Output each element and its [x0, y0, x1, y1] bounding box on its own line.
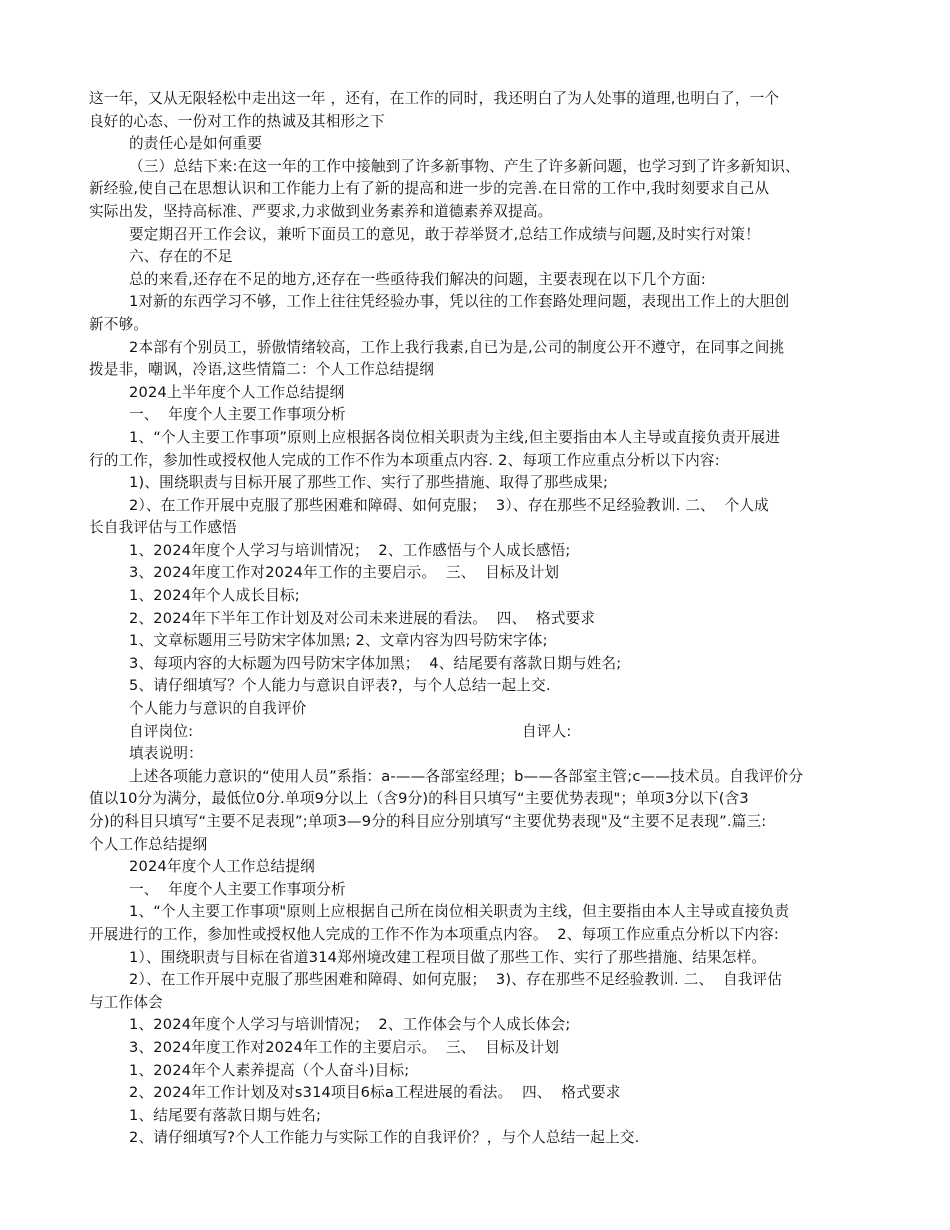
- section-title: 2024年度个人工作总结提纲: [129, 858, 315, 876]
- text-line: 3、2024年度工作对2024年工作的主要启示。 三、 目标及计划: [129, 564, 560, 582]
- post-label: 自评岗位:: [129, 722, 194, 740]
- section-heading: 一、 年度个人主要工作事项分析: [129, 880, 346, 898]
- text-line: 新不够。: [89, 315, 149, 333]
- text-line: 2、2024年工作计划及对s314项目6标a工程进展的看法。 四、 格式要求: [129, 1084, 621, 1102]
- text-line: 这一年，又从无限轻松中走出这一年 ，还有，在工作的同时，我还明白了为人处事的道理,也明白了，一个: [89, 90, 780, 107]
- text-line: 2、2024年下半年工作计划及对公司未来进展的看法。 四、 格式要求: [129, 609, 596, 627]
- text-line: 长自我评估与工作感悟: [89, 519, 237, 537]
- text-line: 要定期召开工作会议，兼听下面员工的意见，敢于荐举贤才,总结工作成绩与问题,及时实行对策！: [129, 225, 761, 243]
- text-line: 与工作体会: [89, 993, 163, 1011]
- text-line: 的责任心是如何重要: [129, 135, 263, 153]
- text-line: 3、每项内容的大标题为四号防宋字体加黑； 4、结尾要有落款日期与姓名;: [129, 654, 622, 672]
- evaluator-label: 自评人:: [522, 722, 572, 740]
- text-line: 3、2024年度工作对2024年工作的主要启示。 三、 目标及计划: [129, 1038, 560, 1056]
- section-heading: 六、存在的不足: [129, 248, 233, 266]
- text-line: 拨是非，嘲讽，冷语,这些情篇二：个人工作总结提纲: [89, 361, 435, 379]
- text-line: 1、结尾要有落款日期与姓名;: [129, 1106, 322, 1124]
- section-heading: 一、 年度个人主要工作事项分析: [129, 406, 346, 424]
- text-line: 填表说明：: [129, 745, 203, 763]
- text-line: 1）、围绕职责与目标在省道314郑州境改建工程项目做了那些工作、实行了那些措施、结果怎样。: [129, 948, 767, 966]
- text-line: 个人工作总结提纲: [89, 835, 208, 853]
- text-line: 行的工作，参加性或授权他人完成的工作不作为本项重点内容. 2、每项工作应重点分析以下内容:: [89, 451, 720, 469]
- text-line: 5、请仔细填写？个人能力与意识自评表?，与个人总结一起上交.: [129, 677, 551, 695]
- text-line: 1对新的东西学习不够，工作上往往凭经验办事，凭以往的工作套路处理问题，表现出工作上的大胆创: [129, 293, 790, 311]
- text-line: 良好的心态、一份对工作的热诚及其相形之下: [89, 112, 385, 130]
- text-line: 1、2024年度个人学习与培训情况； 2、工作体会与个人成长体会;: [129, 1016, 571, 1034]
- text-line: 2、请仔细填写?个人工作能力与实际工作的自我评价？，与个人总结一起上交.: [129, 1129, 640, 1147]
- text-line: 1、“个人主要工作事项”原则上应根据各岗位相关职责为主线,但主要指由本人主导或直接负责开展进: [129, 428, 781, 446]
- text-line: 2本部有个别员工，骄傲情绪较高，工作上我行我素,自已为是,公司的制度公开不遵守，在同事之间挑: [129, 338, 785, 356]
- section-title: 2024上半年度个人工作总结提纲: [129, 383, 345, 401]
- text-line: 1、文章标题用三号防宋字体加黑; 2、文章内容为四号防宋字体;: [129, 632, 548, 650]
- text-line: 上述各项能力意识的“使用人员”系指：a-——各部室经理；b——各部室主管;c——技术员。自我评价分: [129, 767, 804, 785]
- text-line: （三）总结下来:在这一年的工作中接触到了许多新事物、产生了许多新问题，也学习到了许多新知识、: [129, 157, 800, 175]
- text-line: 值以10分为满分，最低位0分.单项9分以上（含9分)的科目只填写“主要优势表现"；单项3分以下(含3: [89, 790, 749, 808]
- text-line: 总的来看,还存在不足的地方,还存在一些亟待我们解决的问题，主要表现在以下几个方面:: [129, 270, 706, 288]
- text-line: 2）、在工作开展中克服了那些困难和障碍、如何克服； 3)、存在那些不足经验教训. 二、 自我评估: [129, 971, 783, 989]
- text-line: 开展进行的工作，参加性或授权他人完成的工作不作为本项重点内容。 2、每项工作应重点分析以下内容:: [89, 925, 780, 943]
- text-line: 2）、在工作开展中克服了那些困难和障碍、如何克服； 3）、存在那些不足经验教训. 二、 个人成: [129, 496, 769, 514]
- text-line: 1、2024年个人素养提高（个人奋斗)目标;: [129, 1061, 410, 1079]
- text-line: 1、“个人主要工作事项"原则上应根据自己所在岗位相关职责为主线，但主要指由本人主导或直接负责: [129, 903, 790, 921]
- text-line: 1)、围绕职责与目标开展了那些工作、实行了那些措施、取得了那些成果;: [129, 474, 609, 492]
- text-line: 新经验,使自己在思想认识和工作能力上有了新的提高和进一步的完善.在日常的工作中,我时刻要求自己从: [89, 180, 770, 198]
- section-title: 个人能力与意识的自我评价: [129, 700, 307, 718]
- text-line: 实际出发，坚持高标准、严要求,力求做到业务素养和道德素养双提高。: [89, 202, 553, 220]
- text-line: 分)的科目只填写“主要不足表现”;单项3—9分的科目应分别填写“主要优势表现"及“主要不足表现”.篇三:: [89, 813, 767, 830]
- text-line: 1、2024年个人成长目标;: [129, 587, 300, 605]
- text-line: 1、2024年度个人学习与培训情况； 2、工作感悟与个人成长感悟;: [129, 541, 571, 559]
- self-evaluation-fields: [89, 721, 862, 744]
